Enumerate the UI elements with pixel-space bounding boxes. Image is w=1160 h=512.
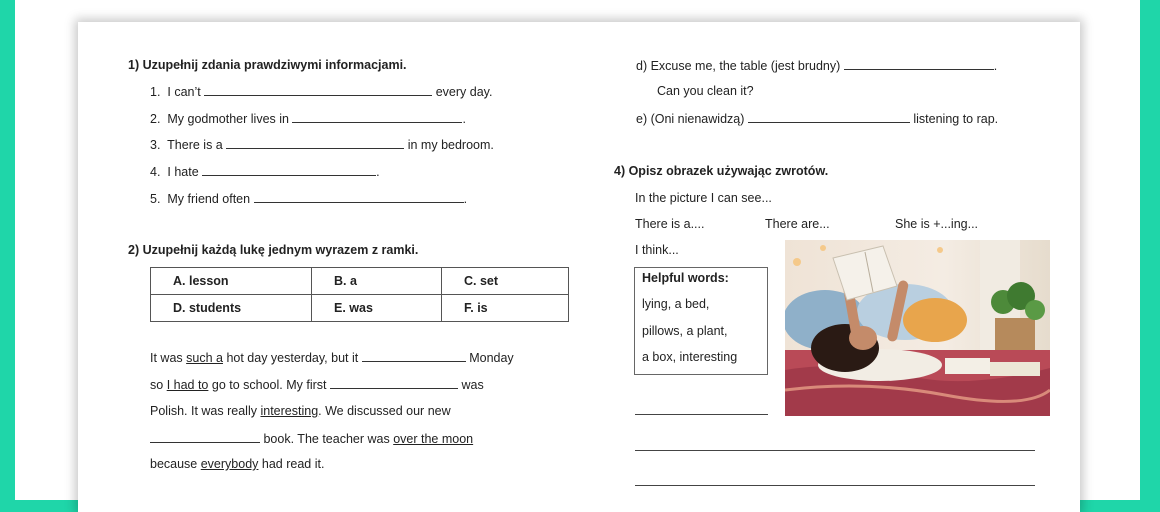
item-text: e) (Oni nienawidzą) xyxy=(636,112,745,126)
ex1-item-4 xyxy=(150,164,380,179)
paragraph-line-4 xyxy=(150,431,473,446)
paragraph-line-1 xyxy=(150,350,514,365)
exercise-4-title: 4) Opisz obrazek używając zwrotów. xyxy=(614,164,829,178)
underlined-text: I had to xyxy=(166,378,209,392)
helpful-words-line: pillows, a plant, xyxy=(642,324,728,338)
answer-blank[interactable] xyxy=(204,84,432,96)
answer-blank[interactable] xyxy=(748,111,910,123)
underlined-text: over the moon xyxy=(393,432,474,446)
exercise-1-title: 1) Uzupełnij zdania prawdziwymi informacjami. xyxy=(128,58,407,72)
item-text: listening to rap. xyxy=(913,112,999,126)
exercise-2-title: 2) Uzupełnij każdą lukę jednym wyrazem z ramki. xyxy=(128,243,419,257)
item-text: . xyxy=(993,59,998,73)
ex4-phrase-c: She is +...ing... xyxy=(895,217,979,231)
text: book. The teacher was xyxy=(263,432,394,446)
word-option: C. set xyxy=(442,268,569,295)
girl-reading-on-bed-photo xyxy=(785,240,1050,416)
word-option: F. is xyxy=(442,295,569,322)
answer-blank[interactable] xyxy=(202,164,376,176)
text: It was xyxy=(150,351,187,365)
item-text: d) Excuse me, the table (jest brudny) xyxy=(636,59,841,73)
answer-blank[interactable] xyxy=(150,431,260,443)
item-text: My friend often xyxy=(167,192,251,206)
word-option: D. students xyxy=(151,295,312,322)
text: was xyxy=(461,378,484,392)
paragraph-line-2 xyxy=(150,377,484,392)
item-text: . xyxy=(462,112,466,126)
ex1-item-2 xyxy=(150,111,466,126)
item-text: . xyxy=(376,165,380,179)
word-option: A. lesson xyxy=(151,268,312,295)
underlined-text: everybody xyxy=(200,457,259,471)
item-text: My godmother lives in xyxy=(167,112,289,126)
underlined-text: such a xyxy=(186,351,223,365)
answer-blank[interactable] xyxy=(292,111,462,123)
text: go to school. My first xyxy=(208,378,327,392)
helpful-words-line: lying, a bed, xyxy=(642,297,710,311)
item-text: I can’t xyxy=(167,85,201,99)
paragraph-line-5 xyxy=(150,457,324,471)
answer-blank[interactable] xyxy=(844,58,994,70)
word-box-table xyxy=(150,267,569,322)
table-row xyxy=(151,268,569,295)
word-option: E. was xyxy=(312,295,442,322)
item-text: . xyxy=(463,192,468,206)
ex1-item-3 xyxy=(150,137,494,152)
answer-blank[interactable] xyxy=(226,137,404,149)
table-row xyxy=(151,295,569,322)
item-number: 3. xyxy=(150,138,161,152)
text: Monday xyxy=(469,351,514,365)
item-text: I hate xyxy=(167,165,199,179)
helpful-words-line: a box, interesting xyxy=(642,350,738,364)
text: hot day yesterday, but it xyxy=(222,351,359,365)
answer-blank[interactable] xyxy=(330,377,458,389)
item-number: 5. xyxy=(150,192,161,206)
ex1-item-1 xyxy=(150,84,492,99)
underlined-text: interesting xyxy=(260,404,319,418)
ex3-item-d-line2: Can you clean it? xyxy=(657,84,754,98)
helpful-words-title: Helpful words: xyxy=(642,271,729,285)
photo-illustration xyxy=(785,240,1050,416)
item-number: 2. xyxy=(150,112,161,126)
paragraph-line-3 xyxy=(150,404,451,418)
ex4-phrase-b: There are... xyxy=(765,217,830,231)
answer-blank[interactable] xyxy=(254,191,464,203)
item-text: in my bedroom. xyxy=(407,138,494,152)
ex1-item-5 xyxy=(150,191,467,206)
text: because xyxy=(150,457,201,471)
item-number: 1. xyxy=(150,85,161,99)
writing-line[interactable] xyxy=(635,485,1035,486)
ex3-item-e xyxy=(636,111,998,126)
item-number: 4. xyxy=(150,165,161,179)
ex4-phrase-a: There is a.... xyxy=(635,217,705,231)
item-text: There is a xyxy=(167,138,223,152)
item-text: every day. xyxy=(435,85,493,99)
ex4-prompt: In the picture I can see... xyxy=(635,191,772,205)
text: . We discussed our new xyxy=(318,404,451,418)
text: Polish. It was really xyxy=(150,404,261,418)
ex3-item-d xyxy=(636,58,997,73)
writing-line[interactable] xyxy=(635,450,1035,451)
text: had read it. xyxy=(258,457,325,471)
word-option: B. a xyxy=(312,268,442,295)
answer-blank[interactable] xyxy=(362,350,466,362)
text: so xyxy=(150,378,167,392)
writing-line[interactable] xyxy=(635,414,768,415)
ex4-think: I think... xyxy=(635,243,679,257)
